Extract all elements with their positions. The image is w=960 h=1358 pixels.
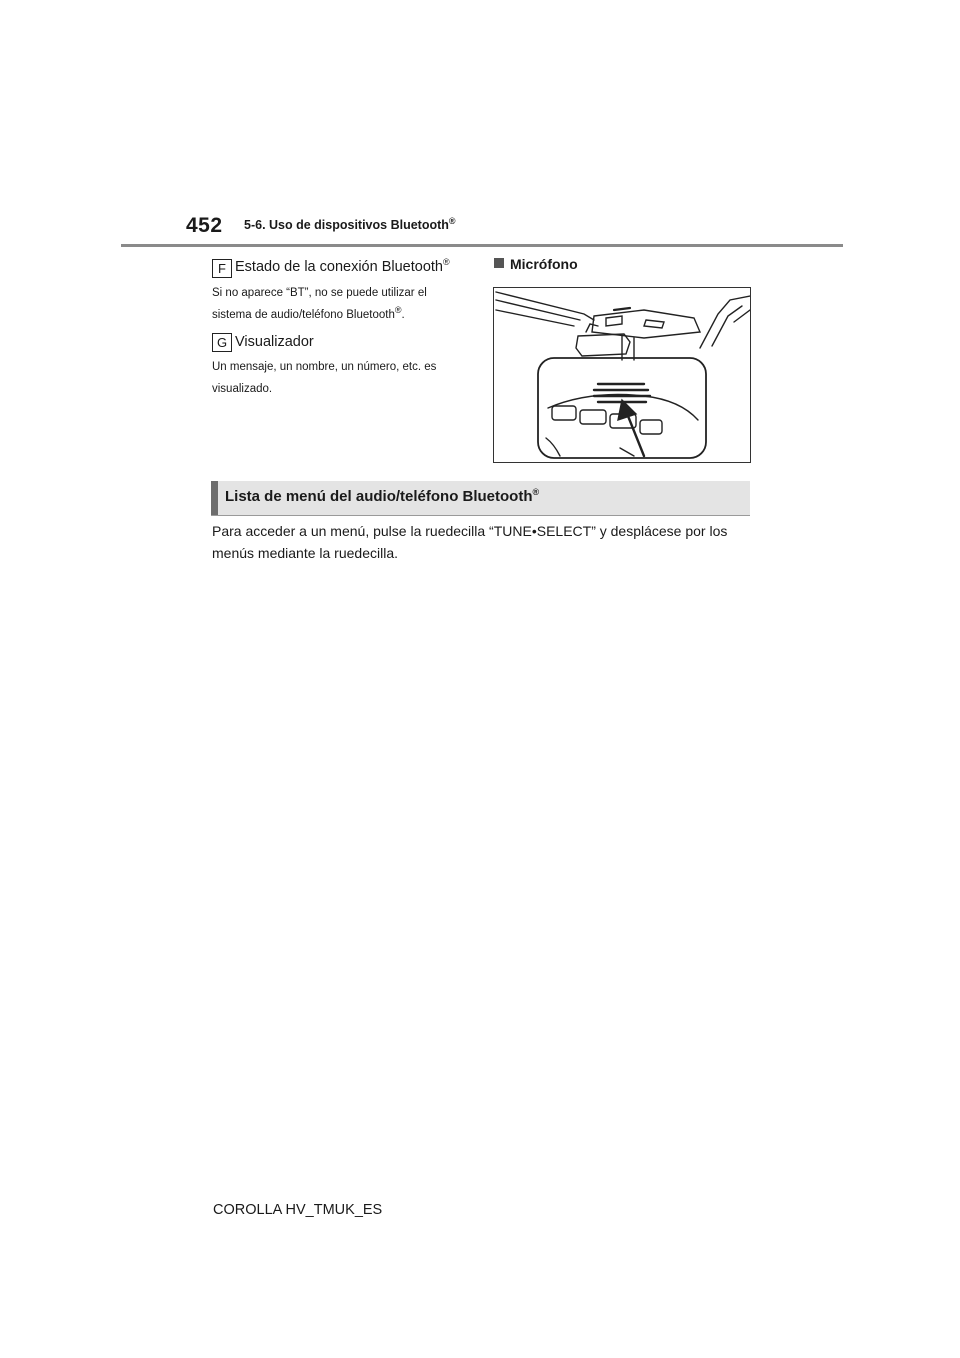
microphone-heading <box>494 256 578 272</box>
menu-instructions: Para acceder a un menú, pulse la ruedecilla “TUNE•SELECT” y desplácese por los menús mediante la ruedecilla. <box>212 523 728 561</box>
item-f-title-text: Estado de la conexión Bluetooth <box>235 259 443 275</box>
menu-list-heading-label: Lista de menú del audio/teléfono Bluetooth <box>225 488 533 505</box>
item-f-desc-line1: Si no aparece “BT”, no se puede utilizar el <box>212 287 427 299</box>
item-g-description <box>212 356 482 400</box>
label-f: F <box>212 259 232 278</box>
bullet-square-icon <box>494 258 504 268</box>
section-title-text: 5-6. Uso de dispositivos Bluetooth <box>244 218 449 232</box>
label-g: G <box>212 333 232 352</box>
menu-list-heading-text <box>225 488 539 505</box>
item-f-description <box>212 282 482 326</box>
item-f-desc-line2: sistema de audio/teléfono Bluetooth <box>212 309 395 321</box>
menu-list-heading <box>211 481 750 516</box>
item-g-title: Visualizador <box>235 334 314 350</box>
registered-mark: ® <box>394 305 402 316</box>
microphone-heading-text: Micrófono <box>510 256 578 272</box>
item-f-title <box>235 259 450 275</box>
item-f-desc-line2-wrap <box>212 304 482 326</box>
heading-accent-bar <box>211 481 218 515</box>
page-number: 452 <box>186 214 223 237</box>
item-g-desc-line1: Un mensaje, un nombre, un número, etc. es <box>212 361 437 373</box>
registered-mark: ® <box>532 487 540 497</box>
header-rule <box>121 244 843 247</box>
section-title <box>244 215 456 232</box>
item-f-desc-end: . <box>401 309 405 321</box>
registered-mark: ® <box>448 215 456 226</box>
registered-mark: ® <box>442 257 450 268</box>
footer-model-code: COROLLA HV_TMUK_ES <box>213 1202 383 1218</box>
microphone-illustration-svg <box>494 288 750 462</box>
microphone-illustration <box>493 287 751 463</box>
item-g-desc-line2: visualizado. <box>212 383 273 395</box>
